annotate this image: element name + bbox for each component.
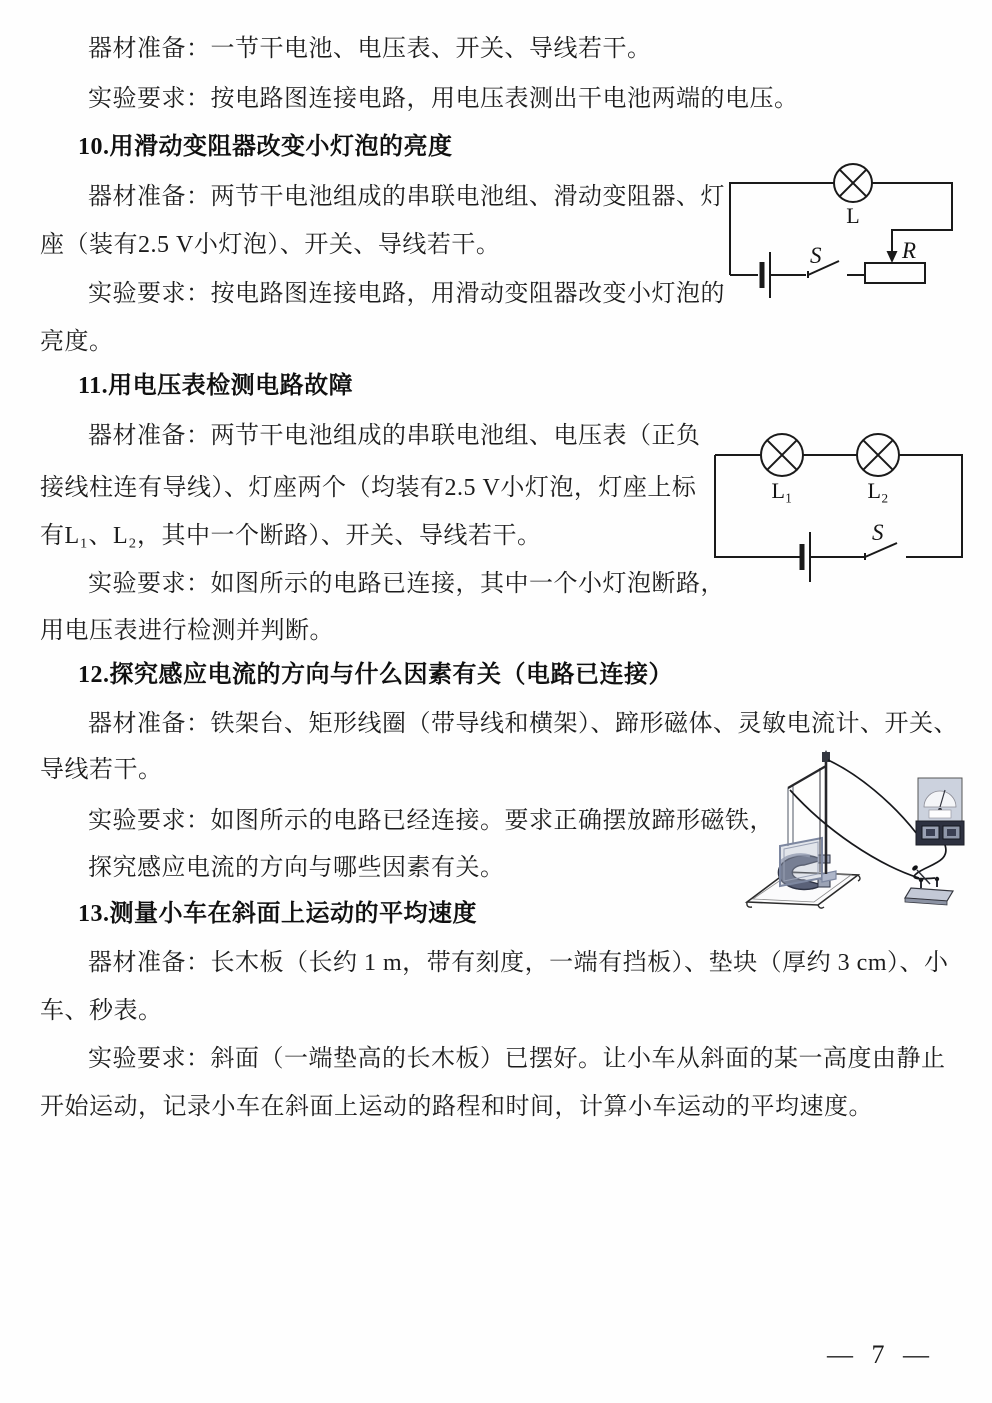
wire <box>715 455 800 557</box>
requirements-line-exp13: 实验要求：斜面（一端垫高的长木板）已摆好。让小车从斜面的某一高度由静止 <box>88 1046 946 1072</box>
lamp-cross-icon <box>840 170 867 197</box>
page-number: — 7 — <box>827 1340 935 1369</box>
requirements-line-exp11: 实验要求：如图所示的电路已连接，其中一个小灯泡断路， <box>88 571 725 597</box>
materials-line-exp13-cont: 车、秒表。 <box>40 998 163 1024</box>
requirements-line-exp12: 实验要求：如图所示的电路已经连接。要求正确摆放蹄形磁铁， <box>88 808 774 834</box>
section-heading-13: 13.测量小车在斜面上运动的平均速度 <box>78 901 477 927</box>
requirements-line-exp10: 实验要求：按电路图连接电路，用滑动变阻器改变小灯泡的 <box>88 281 725 307</box>
materials-line-exp9: 器材准备：一节干电池、电压表、开关、导线若干。 <box>88 36 652 62</box>
requirements-line-exp10-cont: 亮度。 <box>40 329 114 355</box>
rheostat-icon <box>865 263 925 283</box>
requirements-line-exp9: 实验要求：按电路图连接电路，用电压表测出干电池两端的电压。 <box>88 86 799 112</box>
materials-line-exp12-cont: 导线若干。 <box>40 757 163 783</box>
materials-line-exp11-cont2: 有L₁、L₂，其中一个断路）、开关、导线若干。 <box>40 523 542 549</box>
materials-line-exp11: 器材准备：两节干电池组成的串联电池组、电压表（正负 <box>88 423 701 449</box>
switch-lever-icon <box>917 870 930 884</box>
lamp-label: L <box>846 203 860 228</box>
lamp2-label: L₂ <box>867 478 889 503</box>
switch-icon <box>905 864 953 905</box>
circuit-diagram-two-lamps <box>710 432 966 584</box>
circuit-diagram-lamp-rheostat <box>722 160 962 300</box>
lamp1-cross-icon <box>767 440 797 470</box>
slider-arrow-icon <box>887 251 898 263</box>
lamp2-cross-icon <box>863 440 893 470</box>
requirements-line-exp13-cont: 开始运动，记录小车在斜面上运动的路程和时间，计算小车运动的平均速度。 <box>40 1094 873 1120</box>
materials-line-exp10-cont: 座（装有2.5 V小灯泡）、开关、导线若干。 <box>40 232 501 258</box>
lamp1-label: L₁ <box>771 478 793 503</box>
materials-line-exp12: 器材准备：铁架台、矩形线圈（带导线和横架）、蹄形磁体、灵敏电流计、开关、 <box>88 711 958 737</box>
section-heading-10: 10.用滑动变阻器改变小灯泡的亮度 <box>78 134 453 160</box>
switch-label: S <box>810 243 822 268</box>
materials-line-exp11-cont1: 接线柱连有导线）、灯座两个（均装有2.5 V小灯泡，灯座上标 <box>40 475 697 501</box>
requirements-line-exp11-cont: 用电压表进行检测并判断。 <box>40 618 334 644</box>
materials-line-exp13: 器材准备：长木板（长约 1 m，带有刻度，一端有挡板）、垫块（厚约 3 cm）、小 <box>88 950 949 976</box>
materials-line-exp10: 器材准备：两节干电池组成的串联电池组、滑动变阻器、灯 <box>88 184 725 210</box>
switch-lever-icon <box>865 543 897 557</box>
switch-label: S <box>872 520 884 545</box>
section-heading-12: 12.探究感应电流的方向与什么因素有关（电路已连接） <box>78 662 673 688</box>
galvanometer-icon <box>916 778 964 845</box>
rheostat-label: R <box>902 238 917 263</box>
wire <box>899 455 962 557</box>
induction-setup-photo <box>740 748 975 913</box>
hanging-coil-icon <box>780 786 836 886</box>
section-heading-11: 11.用电压表检测电路故障 <box>78 373 354 399</box>
requirements-line-exp12-cont: 探究感应电流的方向与哪些因素有关。 <box>88 855 505 881</box>
